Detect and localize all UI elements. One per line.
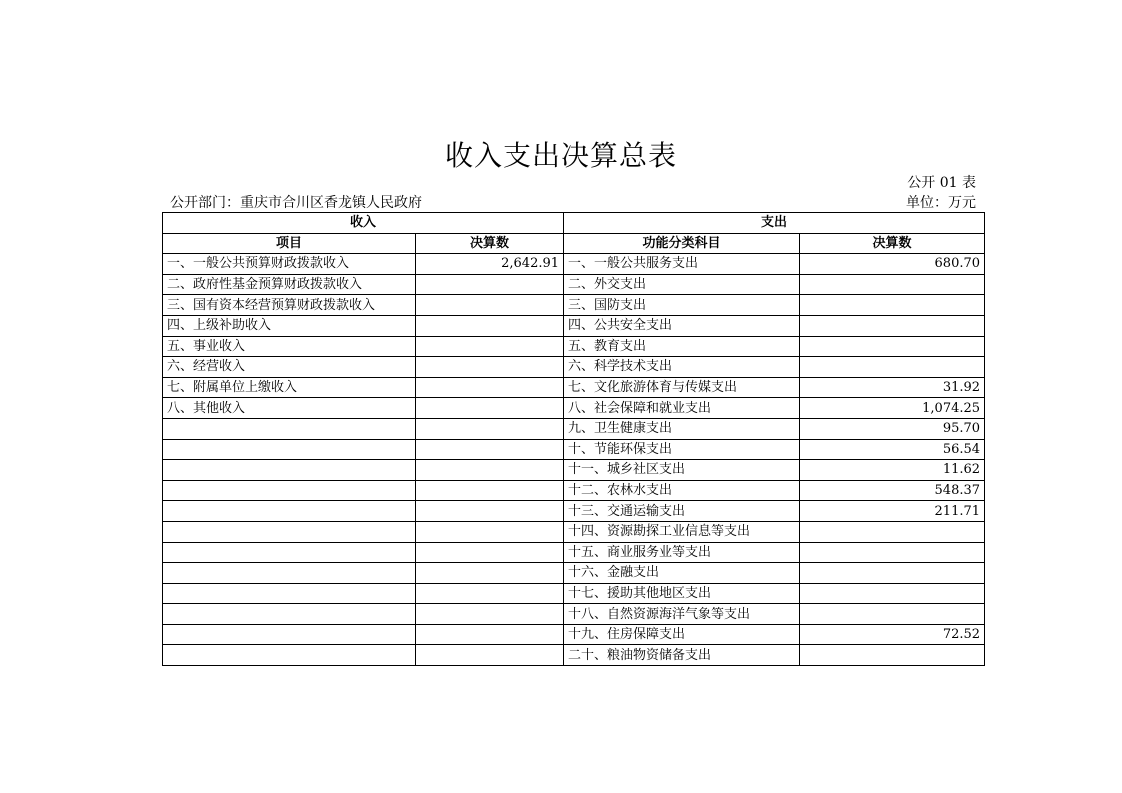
- income-item-cell: 三、国有资本经营预算财政拨款收入: [163, 295, 416, 316]
- expense-item-cell: 九、卫生健康支出: [564, 418, 800, 439]
- expense-amount-cell: 95.70: [800, 418, 985, 439]
- expense-amount-cell: 680.70: [800, 254, 985, 275]
- page-title: 收入支出决算总表: [444, 139, 677, 172]
- income-item-cell: 二、政府性基金预算财政拨款收入: [163, 274, 416, 295]
- expense-item-cell: 二十、粮油物资储备支出: [564, 645, 800, 666]
- table-row: [163, 563, 985, 584]
- group-header-row: [163, 213, 985, 234]
- department-label: 公开部门：重庆市合川区香龙镇人民政府: [170, 195, 422, 211]
- column-header-row: [163, 233, 985, 254]
- expense-item-cell: 十四、资源勘探工业信息等支出: [564, 521, 800, 542]
- table-row: [163, 480, 985, 501]
- expense-item-cell: 十一、城乡社区支出: [564, 460, 800, 481]
- income-item-cell: 八、其他收入: [163, 398, 416, 419]
- income-item-cell: 四、上级补助收入: [163, 315, 416, 336]
- income-item-cell: 一、一般公共预算财政拨款收入: [163, 254, 416, 275]
- income-amount-cell: [416, 357, 564, 378]
- income-item-cell: [163, 604, 416, 625]
- expense-amount-cell: 56.54: [800, 439, 985, 460]
- expense-amount-cell: [800, 542, 985, 563]
- expense-amount-cell: [800, 604, 985, 625]
- income-amount-cell: [416, 418, 564, 439]
- income-amount-cell: [416, 624, 564, 645]
- income-amount-cell: [416, 460, 564, 481]
- income-item-cell: [163, 501, 416, 522]
- expense-item-cell: 十七、援助其他地区支出: [564, 583, 800, 604]
- table-row: [163, 439, 985, 460]
- expense-item-cell: 十九、住房保障支出: [564, 624, 800, 645]
- table-row: [163, 460, 985, 481]
- income-amount-cell: [416, 295, 564, 316]
- table-row: [163, 624, 985, 645]
- income-group-header: 收入: [163, 213, 564, 234]
- unit-label: 单位：万元: [906, 195, 976, 211]
- income-item-cell: [163, 418, 416, 439]
- expense-amount-cell: 11.62: [800, 460, 985, 481]
- income-amount-cell: [416, 645, 564, 666]
- expense-item-cell: 四、公共安全支出: [564, 315, 800, 336]
- expense-amount-cell: 72.52: [800, 624, 985, 645]
- expense-amount-cell: 211.71: [800, 501, 985, 522]
- table-row: [163, 336, 985, 357]
- form-number: 公开 01 表: [907, 175, 976, 191]
- table-row: [163, 645, 985, 666]
- expense-item-cell: 七、文化旅游体育与传媒支出: [564, 377, 800, 398]
- income-item-cell: [163, 583, 416, 604]
- expense-item-cell: 八、社会保障和就业支出: [564, 398, 800, 419]
- expense-amount-cell: [800, 645, 985, 666]
- income-amount-cell: [416, 377, 564, 398]
- expense-amount-cell: 548.37: [800, 480, 985, 501]
- income-amount-cell: [416, 542, 564, 563]
- table-row: [163, 418, 985, 439]
- expense-amount-cell: [800, 583, 985, 604]
- income-amount-header: 决算数: [416, 233, 564, 254]
- table-row: [163, 315, 985, 336]
- table-row: [163, 583, 985, 604]
- income-amount-cell: [416, 439, 564, 460]
- expense-item-cell: 十、节能环保支出: [564, 439, 800, 460]
- expense-item-cell: 十五、商业服务业等支出: [564, 542, 800, 563]
- income-amount-cell: [416, 583, 564, 604]
- expense-item-cell: 三、国防支出: [564, 295, 800, 316]
- income-item-cell: [163, 521, 416, 542]
- expense-item-cell: 五、教育支出: [564, 336, 800, 357]
- budget-summary-table: [162, 212, 985, 666]
- expense-item-cell: 六、科学技术支出: [564, 357, 800, 378]
- income-item-cell: [163, 439, 416, 460]
- expense-amount-cell: [800, 274, 985, 295]
- table-row: [163, 274, 985, 295]
- expense-amount-cell: [800, 563, 985, 584]
- table-row: [163, 254, 985, 275]
- expense-amount-cell: [800, 336, 985, 357]
- expense-amount-header: 决算数: [800, 233, 985, 254]
- expense-item-header: 功能分类科目: [564, 233, 800, 254]
- income-amount-cell: [416, 501, 564, 522]
- expense-item-cell: 十二、农林水支出: [564, 480, 800, 501]
- table-row: [163, 295, 985, 316]
- income-item-cell: [163, 460, 416, 481]
- expense-amount-cell: [800, 357, 985, 378]
- income-amount-cell: [416, 398, 564, 419]
- income-item-cell: 七、附属单位上缴收入: [163, 377, 416, 398]
- table-row: [163, 501, 985, 522]
- expense-item-cell: 二、外交支出: [564, 274, 800, 295]
- income-amount-cell: [416, 604, 564, 625]
- income-item-cell: [163, 480, 416, 501]
- expense-item-cell: 十八、自然资源海洋气象等支出: [564, 604, 800, 625]
- expense-item-cell: 一、一般公共服务支出: [564, 254, 800, 275]
- expense-amount-cell: [800, 521, 985, 542]
- income-item-cell: 六、经营收入: [163, 357, 416, 378]
- expense-item-cell: 十六、金融支出: [564, 563, 800, 584]
- expense-item-cell: 十三、交通运输支出: [564, 501, 800, 522]
- table-row: [163, 604, 985, 625]
- income-item-cell: [163, 645, 416, 666]
- income-amount-cell: 2,642.91: [416, 254, 564, 275]
- table-row: [163, 357, 985, 378]
- income-item-header: 项目: [163, 233, 416, 254]
- income-item-cell: [163, 624, 416, 645]
- income-amount-cell: [416, 480, 564, 501]
- table-row: [163, 542, 985, 563]
- expense-amount-cell: 1,074.25: [800, 398, 985, 419]
- income-amount-cell: [416, 563, 564, 584]
- expense-amount-cell: [800, 295, 985, 316]
- income-item-cell: 五、事业收入: [163, 336, 416, 357]
- expense-amount-cell: [800, 315, 985, 336]
- table-row: [163, 398, 985, 419]
- income-amount-cell: [416, 521, 564, 542]
- table-body: [163, 254, 985, 666]
- income-amount-cell: [416, 315, 564, 336]
- income-amount-cell: [416, 336, 564, 357]
- income-item-cell: [163, 563, 416, 584]
- income-amount-cell: [416, 274, 564, 295]
- expense-group-header: 支出: [564, 213, 985, 234]
- expense-amount-cell: 31.92: [800, 377, 985, 398]
- table-row: [163, 521, 985, 542]
- income-item-cell: [163, 542, 416, 563]
- table-row: [163, 377, 985, 398]
